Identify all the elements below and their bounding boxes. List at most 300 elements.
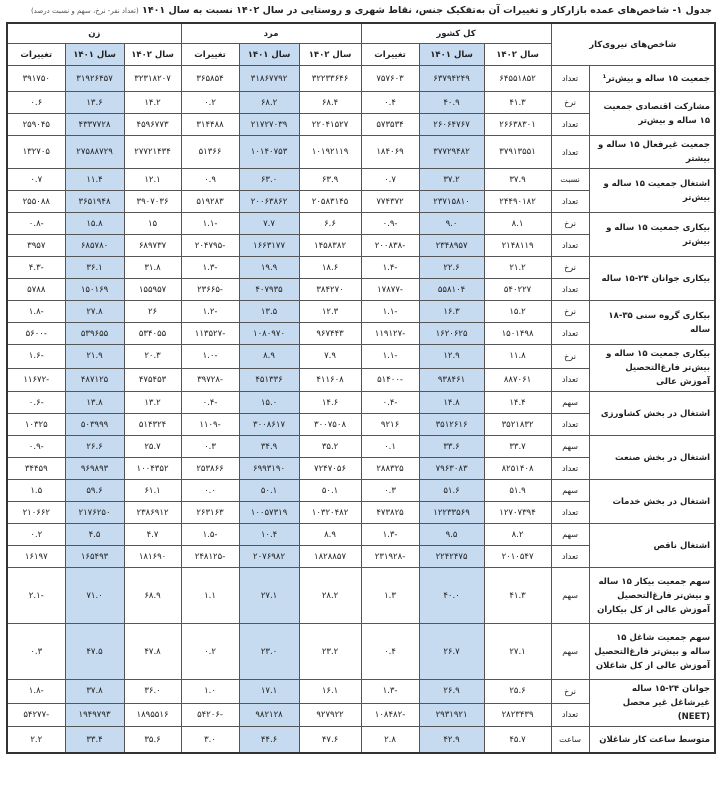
value-cell-total-change: -۱.۳ — [361, 680, 419, 704]
value-cell-female-change: -۱۱۶۷۲ — [7, 368, 65, 392]
unit-cell: نرخ — [551, 345, 589, 369]
value-cell-male-change: -۱۱۰۹ — [181, 414, 239, 436]
value-cell-total-change: ۱۸۴۰۶۹ — [361, 136, 419, 169]
value-cell-female-1402: ۲۳۸۶۹۱۲ — [124, 502, 181, 524]
value-cell-female-1401: ۶۸۵۷۸۰ — [65, 235, 124, 257]
value-cell-female-change: ۱۶۱۹۷ — [7, 546, 65, 568]
value-cell-female-1402: ۳۹۰۷۰۳۶ — [124, 191, 181, 213]
value-cell-female-1402: ۱۵ — [124, 213, 181, 235]
group-header-female: زن — [7, 23, 181, 44]
group-header-total: کل کشور — [361, 23, 551, 44]
value-cell-total-1401: ۹۳۸۴۶۱ — [419, 368, 484, 392]
value-cell-female-1401: ۳۶.۱ — [65, 257, 124, 279]
table-row — [7, 66, 715, 92]
value-cell-total-change: ۹۲۱۶ — [361, 414, 419, 436]
value-cell-total-1402: ۲۶۶۳۸۳۰۱ — [484, 114, 551, 136]
unit-cell: سهم — [551, 480, 589, 502]
value-cell-male-1401: ۴۵۱۳۳۶ — [239, 368, 299, 392]
value-cell-total-1401: ۲۶.۷ — [419, 624, 484, 680]
value-cell-total-1401: ۲۲۴۲۴۷۵ — [419, 546, 484, 568]
value-cell-total-change: -۱.۱ — [361, 301, 419, 323]
value-cell-male-change: -۲۳۶۶۵ — [181, 279, 239, 301]
value-cell-male-1402: ۳۵.۲ — [299, 436, 361, 458]
value-cell-male-1402: ۲۳.۲ — [299, 624, 361, 680]
indicator-label: سهم جمعیت بیکار ۱۵ ساله و بیش‌تر فارغ‌التحصیل آموزش عالی از کل بیکاران — [589, 568, 715, 624]
value-cell-male-1401: ۱۰۱۴۰۷۵۳ — [239, 136, 299, 169]
value-cell-male-1401: ۲۳.۰ — [239, 624, 299, 680]
value-cell-total-1401: ۶۳۷۹۴۲۴۹ — [419, 66, 484, 92]
value-cell-female-1402: ۶۸۹۷۳۷ — [124, 235, 181, 257]
value-cell-total-change: -۲۳۱۹۲۸ — [361, 546, 419, 568]
value-cell-total-1402: ۲۸۲۳۴۳۹ — [484, 703, 551, 727]
value-cell-total-1401: ۱۶۲۰۶۲۵ — [419, 323, 484, 345]
value-cell-male-1402: ۱۲.۳ — [299, 301, 361, 323]
col-header-male-1402: سال ۱۴۰۲ — [299, 44, 361, 66]
value-cell-female-1402: ۱۸۹۵۵۱۶ — [124, 703, 181, 727]
value-cell-male-1402: ۸.۹ — [299, 524, 361, 546]
value-cell-male-1402: ۷۲۴۷۰۵۶ — [299, 458, 361, 480]
value-cell-male-1401: ۸.۹ — [239, 345, 299, 369]
unit-cell: تعداد — [551, 546, 589, 568]
unit-cell: تعداد — [551, 191, 589, 213]
value-cell-total-1401: ۱۶.۳ — [419, 301, 484, 323]
value-cell-total-1401: ۱۲۲۳۳۵۶۹ — [419, 502, 484, 524]
value-cell-female-change: ۲۵۵۰۸۸ — [7, 191, 65, 213]
value-cell-total-change: ۰.۴ — [361, 624, 419, 680]
value-cell-male-1402: ۱۸۲۸۸۵۷ — [299, 546, 361, 568]
value-cell-male-change: ۳.۰ — [181, 727, 239, 754]
value-cell-female-1402: ۱۳.۲ — [124, 392, 181, 414]
value-cell-female-1401: ۴۸۷۱۲۵ — [65, 368, 124, 392]
value-cell-total-1402: ۳۷.۹ — [484, 169, 551, 191]
value-cell-female-change: ۱۳۲۷۰۵ — [7, 136, 65, 169]
value-cell-male-change: ۵۱۳۶۶ — [181, 136, 239, 169]
value-cell-female-1401: ۱۵۰۱۶۹ — [65, 279, 124, 301]
value-cell-female-1401: ۲۷۵۸۸۷۲۹ — [65, 136, 124, 169]
group-header-male: مرد — [181, 23, 361, 44]
value-cell-male-1402: ۹۶۷۴۴۳ — [299, 323, 361, 345]
value-cell-male-change: ۵۱۹۲۸۳ — [181, 191, 239, 213]
value-cell-male-change: ۱.۰ — [181, 680, 239, 704]
table-row — [7, 213, 715, 235]
value-cell-female-change: -۱.۶ — [7, 345, 65, 369]
value-cell-total-1402: ۵۱.۹ — [484, 480, 551, 502]
table-row — [7, 436, 715, 458]
unit-cell: نرخ — [551, 680, 589, 704]
value-cell-total-1401: ۲۲.۶ — [419, 257, 484, 279]
value-cell-female-1401: ۱۶۵۴۹۳ — [65, 546, 124, 568]
unit-cell: تعداد — [551, 458, 589, 480]
value-cell-female-1402: ۶۱.۱ — [124, 480, 181, 502]
value-cell-total-1401: ۲۳۴۸۹۵۷ — [419, 235, 484, 257]
value-cell-female-change: ۰.۶ — [7, 92, 65, 114]
indicator-label: جمعیت غیرفعال ۱۵ ساله و بیشتر — [589, 136, 715, 169]
unit-cell: تعداد — [551, 235, 589, 257]
value-cell-male-change: -۱.۰ — [181, 345, 239, 369]
value-cell-female-1401: ۲۱۷۶۲۵۰ — [65, 502, 124, 524]
value-cell-female-1402: ۱۴.۲ — [124, 92, 181, 114]
value-cell-female-1401: ۵۰۳۹۹۹ — [65, 414, 124, 436]
value-cell-female-change: ۰.۷ — [7, 169, 65, 191]
value-cell-female-change: -۰.۹ — [7, 436, 65, 458]
unit-cell: تعداد — [551, 323, 589, 345]
value-cell-female-1402: ۱۰۰۴۳۵۲ — [124, 458, 181, 480]
value-cell-total-change: ۰.۱ — [361, 436, 419, 458]
value-cell-male-1402: ۳۲۲۳۳۶۴۶ — [299, 66, 361, 92]
unit-cell: تعداد — [551, 502, 589, 524]
value-cell-female-1402: ۲۷۷۲۱۴۳۴ — [124, 136, 181, 169]
indicator-label: بیکاری جمعیت ۱۵ ساله و بیش‌تر — [589, 213, 715, 257]
value-cell-male-1402: ۶.۶ — [299, 213, 361, 235]
value-cell-female-1402: ۴.۷ — [124, 524, 181, 546]
value-cell-total-change: ۷۷۴۳۷۲ — [361, 191, 419, 213]
unit-cell: نرخ — [551, 257, 589, 279]
value-cell-female-change: ۳۹۱۷۵۰ — [7, 66, 65, 92]
value-cell-total-1401: ۳۷۷۲۹۴۸۲ — [419, 136, 484, 169]
value-cell-male-1401: ۲۷.۱ — [239, 568, 299, 624]
value-cell-female-change: -۲.۱ — [7, 568, 65, 624]
value-cell-female-1401: ۱۳.۸ — [65, 392, 124, 414]
value-cell-female-1402: ۲۰.۳ — [124, 345, 181, 369]
value-cell-total-1402: ۲۰۱۰۵۴۷ — [484, 546, 551, 568]
col-header-female-change: تغییرات — [7, 44, 65, 66]
value-cell-male-1401: ۳۰۰۸۶۱۷ — [239, 414, 299, 436]
value-cell-female-change: -۰.۶ — [7, 392, 65, 414]
value-cell-total-1402: ۱۵۰۱۴۹۸ — [484, 323, 551, 345]
value-cell-total-1402: ۱۲۷۰۷۳۹۴ — [484, 502, 551, 524]
value-cell-male-change: -۱.۳ — [181, 257, 239, 279]
value-cell-male-change: -۱.۱ — [181, 213, 239, 235]
value-cell-total-1402: ۳۳.۷ — [484, 436, 551, 458]
value-cell-total-1401: ۷۹۶۳۰۸۳ — [419, 458, 484, 480]
col-header-total-1402: سال ۱۴۰۲ — [484, 44, 551, 66]
value-cell-female-change: ۰.۳ — [7, 624, 65, 680]
unit-cell: سهم — [551, 436, 589, 458]
col-header-male-change: تغییرات — [181, 44, 239, 66]
value-cell-female-1402: ۴۷۵۴۵۳ — [124, 368, 181, 392]
value-cell-female-1402: ۵۳۴۰۵۵ — [124, 323, 181, 345]
indicator-label: بیکاری جوانان ۲۴-۱۵ ساله — [589, 257, 715, 301]
indicator-label: اشتغال در بخش صنعت — [589, 436, 715, 480]
value-cell-total-change: -۱۰۸۴۸۲ — [361, 703, 419, 727]
value-cell-total-change: ۵۷۳۵۳۴ — [361, 114, 419, 136]
value-cell-male-1402: ۶۳.۹ — [299, 169, 361, 191]
value-cell-total-1402: ۴۱.۳ — [484, 92, 551, 114]
indicator-label: سهم جمعیت شاغل ۱۵ ساله و بیش‌تر فارغ‌التحصیل آموزش عالی از کل شاغلان — [589, 624, 715, 680]
value-cell-total-1402: ۳۷۹۱۳۵۵۱ — [484, 136, 551, 169]
value-cell-total-1401: ۱۲.۹ — [419, 345, 484, 369]
value-cell-total-1402: ۸۲۵۱۴۰۸ — [484, 458, 551, 480]
unit-cell: نرخ — [551, 92, 589, 114]
value-cell-male-change: -۱.۲ — [181, 301, 239, 323]
value-cell-total-change: ۰.۴ — [361, 92, 419, 114]
value-cell-male-1401: ۳۱۸۶۷۷۹۲ — [239, 66, 299, 92]
value-cell-female-change: ۱۰۳۲۵ — [7, 414, 65, 436]
value-cell-female-1401: ۴.۵ — [65, 524, 124, 546]
value-cell-male-1401: ۶۸.۲ — [239, 92, 299, 114]
value-cell-total-1402: ۲۵.۶ — [484, 680, 551, 704]
value-cell-female-1401: ۵۳۹۶۵۵ — [65, 323, 124, 345]
value-cell-female-change: ۳۴۴۵۹ — [7, 458, 65, 480]
value-cell-male-1402: ۳۸۴۲۷۰ — [299, 279, 361, 301]
value-cell-total-1401: ۵۵۸۱۰۴ — [419, 279, 484, 301]
value-cell-total-1402: ۸.۲ — [484, 524, 551, 546]
value-cell-male-1402: ۱۶.۱ — [299, 680, 361, 704]
unit-cell: تعداد — [551, 279, 589, 301]
value-cell-female-change: -۱.۸ — [7, 680, 65, 704]
value-cell-female-1402: ۴۵۹۶۷۷۳ — [124, 114, 181, 136]
table-row — [7, 345, 715, 369]
value-cell-total-1401: ۵۱.۶ — [419, 480, 484, 502]
value-cell-total-change: -۵۱۴۰۰ — [361, 368, 419, 392]
unit-cell: سهم — [551, 524, 589, 546]
value-cell-total-1401: ۳۳.۶ — [419, 436, 484, 458]
value-cell-female-1402: ۲۵.۷ — [124, 436, 181, 458]
value-cell-male-1401: ۱۳.۵ — [239, 301, 299, 323]
col-header-total-1401: سال ۱۴۰۱ — [419, 44, 484, 66]
value-cell-female-1402: ۳۱.۸ — [124, 257, 181, 279]
value-cell-female-1402: ۵۱۴۳۲۴ — [124, 414, 181, 436]
value-cell-total-1402: ۶۴۵۵۱۸۵۲ — [484, 66, 551, 92]
table-row — [7, 92, 715, 114]
table-row — [7, 169, 715, 191]
value-cell-male-1401: ۱۶۶۳۱۷۷ — [239, 235, 299, 257]
table-row — [7, 524, 715, 546]
value-cell-male-1402: ۷.۹ — [299, 345, 361, 369]
value-cell-female-1401: ۲۱.۹ — [65, 345, 124, 369]
value-cell-total-1401: ۲۶۰۶۴۷۶۷ — [419, 114, 484, 136]
value-cell-male-1402: ۱۸.۶ — [299, 257, 361, 279]
unit-cell: سهم — [551, 392, 589, 414]
value-cell-female-change: ۲.۲ — [7, 727, 65, 754]
unit-cell: نسبت — [551, 169, 589, 191]
value-cell-male-1402: ۳۰۰۷۵۰۸ — [299, 414, 361, 436]
value-cell-male-1401: ۶۳.۰ — [239, 169, 299, 191]
value-cell-male-1401: ۲۰۰۶۳۸۶۲ — [239, 191, 299, 213]
value-cell-female-change: -۴.۳ — [7, 257, 65, 279]
value-cell-total-change: ۱.۳ — [361, 568, 419, 624]
title-text: جدول ۱- شاخص‌های عمده بازارکار و تغییرات آن به‌تفکیک جنس، نقاط شهری و روستایی در سال ۱۴۰۲ نسبت به سال ۱۴۰۱ — [142, 5, 712, 16]
value-cell-female-1401: ۳۶۵۱۹۴۸ — [65, 191, 124, 213]
value-cell-total-1402: ۵۴۰۲۲۷ — [484, 279, 551, 301]
value-cell-male-1402: ۱۰۳۲۰۴۸۲ — [299, 502, 361, 524]
value-cell-total-change: -۰.۴ — [361, 392, 419, 414]
value-cell-male-1402: ۲۲۰۴۱۵۲۷ — [299, 114, 361, 136]
value-cell-male-change: ۰.۳ — [181, 436, 239, 458]
value-cell-total-change: -۱.۴ — [361, 257, 419, 279]
table-row — [7, 727, 715, 754]
value-cell-male-1402: ۴۷.۶ — [299, 727, 361, 754]
value-cell-female-1401: ۱۳.۶ — [65, 92, 124, 114]
value-cell-male-change: ۰.۹ — [181, 169, 239, 191]
value-cell-total-change: -۱.۳ — [361, 524, 419, 546]
value-cell-total-1401: ۲۹۳۱۹۲۱ — [419, 703, 484, 727]
value-cell-total-1402: ۲۴۴۹۰۱۸۲ — [484, 191, 551, 213]
value-cell-female-1401: ۴۷.۵ — [65, 624, 124, 680]
value-cell-male-1402: ۱۰۱۹۲۱۱۹ — [299, 136, 361, 169]
value-cell-male-change: -۱۱۳۵۲۷ — [181, 323, 239, 345]
value-cell-female-change: ۲۱۰۶۶۲ — [7, 502, 65, 524]
indicator-header: شاخص‌های نیروی‌کار — [551, 23, 715, 66]
unit-cell: تعداد — [551, 114, 589, 136]
col-header-total-change: تغییرات — [361, 44, 419, 66]
value-cell-male-1401: ۴۴.۶ — [239, 727, 299, 754]
value-cell-total-1401: ۲۶.۹ — [419, 680, 484, 704]
labor-indicators-table — [6, 22, 716, 754]
value-cell-male-change: ۰.۲ — [181, 92, 239, 114]
value-cell-male-1401: ۶۹۹۳۱۹۰ — [239, 458, 299, 480]
value-cell-female-1402: ۳۵.۶ — [124, 727, 181, 754]
value-cell-female-1401: ۱۹۴۹۷۹۳ — [65, 703, 124, 727]
value-cell-total-change: -۰.۹ — [361, 213, 419, 235]
value-cell-female-1401: ۳۱۹۲۶۴۵۷ — [65, 66, 124, 92]
value-cell-male-1401: ۱۰۰۵۷۳۱۹ — [239, 502, 299, 524]
value-cell-male-change: ۲۶۳۱۶۳ — [181, 502, 239, 524]
unit-cell: تعداد — [551, 414, 589, 436]
value-cell-female-1402: ۳۲۳۱۸۲۰۷ — [124, 66, 181, 92]
value-cell-total-change: -۱۷۸۷۷ — [361, 279, 419, 301]
value-cell-male-1401: ۲۱۷۲۷۰۳۹ — [239, 114, 299, 136]
value-cell-female-1401: ۵۹.۶ — [65, 480, 124, 502]
value-cell-male-1402: ۱۴۵۸۳۸۲ — [299, 235, 361, 257]
indicator-label: اشتغال جمعیت ۱۵ ساله و بیش‌تر — [589, 169, 715, 213]
value-cell-female-1401: ۳۳.۴ — [65, 727, 124, 754]
value-cell-total-change: -۲۰۰۸۳۸ — [361, 235, 419, 257]
value-cell-male-1402: ۲۰۵۸۳۱۴۵ — [299, 191, 361, 213]
value-cell-total-1401: ۹.۵ — [419, 524, 484, 546]
indicator-label: جوانان ۲۴-۱۵ ساله غیرشاغل غیر محصل (NEET) — [589, 680, 715, 727]
value-cell-male-1401: ۱۹.۹ — [239, 257, 299, 279]
value-cell-male-change: -۵۴۲۰۶ — [181, 703, 239, 727]
unit-cell: تعداد — [551, 703, 589, 727]
table-row — [7, 624, 715, 680]
value-cell-male-1402: ۶۸.۴ — [299, 92, 361, 114]
value-cell-female-1401: ۹۶۹۸۹۳ — [65, 458, 124, 480]
value-cell-male-change: ۲۵۳۸۶۶ — [181, 458, 239, 480]
value-cell-total-1402: ۳۵۲۱۸۳۲ — [484, 414, 551, 436]
indicator-label: متوسط ساعت کار شاغلان — [589, 727, 715, 754]
value-cell-female-1402: ۴۷.۸ — [124, 624, 181, 680]
table-title — [0, 0, 720, 22]
value-cell-female-change: ۰.۲ — [7, 524, 65, 546]
value-cell-total-1401: ۹.۰ — [419, 213, 484, 235]
table-row — [7, 680, 715, 704]
title-note: (تعداد نفر- نرخ، سهم و نسبت درصد) — [30, 7, 139, 15]
value-cell-female-1402: ۲۶ — [124, 301, 181, 323]
value-cell-female-1401: ۱۵.۸ — [65, 213, 124, 235]
value-cell-male-1401: ۲۰۷۶۹۸۲ — [239, 546, 299, 568]
value-cell-female-change: ۵۷۸۸ — [7, 279, 65, 301]
indicator-label: اشتغال ناقص — [589, 524, 715, 568]
value-cell-total-1402: ۸.۱ — [484, 213, 551, 235]
value-cell-female-1401: ۳۷.۸ — [65, 680, 124, 704]
value-cell-total-1401: ۳۷.۲ — [419, 169, 484, 191]
value-cell-total-1402: ۱۵.۲ — [484, 301, 551, 323]
value-cell-female-1402: ۱۸۱۶۹۰ — [124, 546, 181, 568]
value-cell-male-change: -۰.۴ — [181, 392, 239, 414]
value-cell-total-1401: ۲۳۷۱۵۸۱۰ — [419, 191, 484, 213]
value-cell-female-1401: ۱۱.۴ — [65, 169, 124, 191]
value-cell-male-1401: ۳۴.۹ — [239, 436, 299, 458]
indicator-label: بیکاری جمعیت ۱۵ ساله و بیش‌تر فارغ‌التحصیل آموزش عالی — [589, 345, 715, 392]
value-cell-male-1401: ۱۷.۱ — [239, 680, 299, 704]
unit-cell: سهم — [551, 624, 589, 680]
value-cell-male-1401: ۱۵.۰ — [239, 392, 299, 414]
value-cell-total-1402: ۲۷.۱ — [484, 624, 551, 680]
indicator-label: بیکاری گروه سنی ۳۵-۱۸ ساله — [589, 301, 715, 345]
value-cell-total-1402: ۸۸۷۰۶۱ — [484, 368, 551, 392]
value-cell-male-change: ۳۱۴۴۸۸ — [181, 114, 239, 136]
unit-cell: نرخ — [551, 301, 589, 323]
unit-cell: ساعت — [551, 727, 589, 754]
value-cell-female-1402: ۳۶.۰ — [124, 680, 181, 704]
value-cell-total-1402: ۲۱.۲ — [484, 257, 551, 279]
value-cell-male-1401: ۱۰.۴ — [239, 524, 299, 546]
value-cell-total-change: -۱.۱ — [361, 345, 419, 369]
value-cell-male-1401: ۹۸۲۱۲۸ — [239, 703, 299, 727]
value-cell-total-1401: ۱۴.۸ — [419, 392, 484, 414]
value-cell-total-1401: ۴۲.۹ — [419, 727, 484, 754]
value-cell-male-change: -۱.۵ — [181, 524, 239, 546]
value-cell-total-change: ۲.۸ — [361, 727, 419, 754]
unit-cell: سهم — [551, 568, 589, 624]
value-cell-male-1402: ۴۱۱۶۰۸ — [299, 368, 361, 392]
value-cell-male-change: -۲۴۸۱۲۵ — [181, 546, 239, 568]
indicator-label: اشتغال در بخش خدمات — [589, 480, 715, 524]
table-row — [7, 480, 715, 502]
value-cell-total-change: ۲۸۸۳۲۵ — [361, 458, 419, 480]
col-header-female-1401: سال ۱۴۰۱ — [65, 44, 124, 66]
unit-cell: تعداد — [551, 66, 589, 92]
value-cell-female-1401: ۴۳۳۷۷۲۸ — [65, 114, 124, 136]
unit-cell: نرخ — [551, 213, 589, 235]
col-header-male-1401: سال ۱۴۰۱ — [239, 44, 299, 66]
value-cell-male-change: -۳۹۷۲۸ — [181, 368, 239, 392]
value-cell-total-1402: ۱۱.۸ — [484, 345, 551, 369]
value-cell-female-change: -۵۴۲۷۷ — [7, 703, 65, 727]
col-header-female-1402: سال ۱۴۰۲ — [124, 44, 181, 66]
value-cell-total-1402: ۴۵.۷ — [484, 727, 551, 754]
value-cell-total-1401: ۴۰.۰ — [419, 568, 484, 624]
value-cell-male-1402: ۲۸.۲ — [299, 568, 361, 624]
table-row — [7, 568, 715, 624]
value-cell-total-1402: ۱۴.۴ — [484, 392, 551, 414]
value-cell-male-1401: ۴۰۷۹۳۵ — [239, 279, 299, 301]
value-cell-female-change: -۰.۸ — [7, 213, 65, 235]
value-cell-male-1402: ۱۴.۶ — [299, 392, 361, 414]
value-cell-female-1401: ۲۶.۶ — [65, 436, 124, 458]
value-cell-male-1401: ۵۰.۱ — [239, 480, 299, 502]
indicator-label: جمعیت ۱۵ ساله و بیش‌تر¹ — [589, 66, 715, 92]
indicator-label: اشتغال در بخش کشاورزی — [589, 392, 715, 436]
value-cell-female-change: ۳۹۵۷ — [7, 235, 65, 257]
table-row — [7, 301, 715, 323]
value-cell-male-1402: ۵۰.۱ — [299, 480, 361, 502]
value-cell-female-1402: ۱۵۵۹۵۷ — [124, 279, 181, 301]
value-cell-total-1401: ۳۵۱۲۶۱۶ — [419, 414, 484, 436]
value-cell-male-change: ۰.۲ — [181, 624, 239, 680]
value-cell-female-1402: ۶۸.۹ — [124, 568, 181, 624]
table-row — [7, 136, 715, 169]
value-cell-male-change: ۱.۱ — [181, 568, 239, 624]
value-cell-total-1402: ۲۱۴۸۱۱۹ — [484, 235, 551, 257]
value-cell-total-change: ۷۵۷۶۰۳ — [361, 66, 419, 92]
value-cell-female-1401: ۷۱.۰ — [65, 568, 124, 624]
unit-cell: تعداد — [551, 136, 589, 169]
value-cell-female-1401: ۲۷.۸ — [65, 301, 124, 323]
value-cell-total-change: ۰.۳ — [361, 480, 419, 502]
value-cell-male-1402: ۹۲۷۹۲۲ — [299, 703, 361, 727]
